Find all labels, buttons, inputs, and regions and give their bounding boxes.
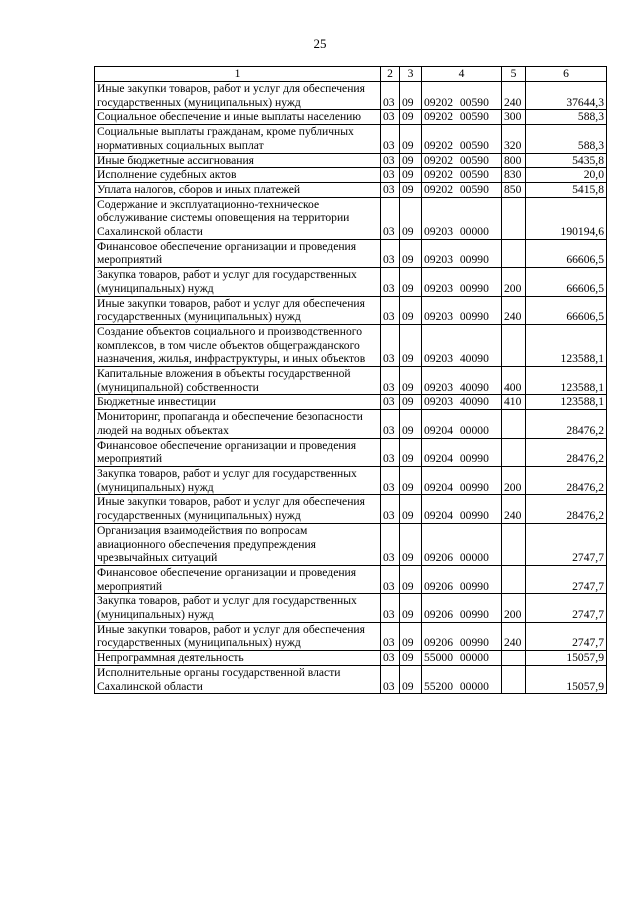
cell-name: Иные бюджетные ассигнования — [95, 153, 381, 168]
cell-csr: 09202 00590 — [422, 110, 502, 125]
cell-vr: 240 — [502, 296, 526, 324]
cell-csr: 09202 00590 — [422, 82, 502, 110]
cell-csr: 09204 00000 — [422, 410, 502, 438]
cell-pr: 09 — [400, 410, 422, 438]
cell-name: Социальное обеспечение и иные выплаты населению — [95, 110, 381, 125]
cell-pr: 09 — [400, 182, 422, 197]
cell-rz: 03 — [381, 622, 400, 650]
cell-name: Уплата налогов, сборов и иных платежей — [95, 182, 381, 197]
cell-vr: 200 — [502, 594, 526, 622]
budget-table — [94, 66, 607, 694]
cell-name: Закупка товаров, работ и услуг для государственных (муниципальных) нужд — [95, 466, 381, 494]
cell-amount: 123588,1 — [526, 395, 607, 410]
cell-pr: 09 — [400, 324, 422, 366]
cell-pr: 09 — [400, 296, 422, 324]
cell-rz: 03 — [381, 410, 400, 438]
cell-name: Закупка товаров, работ и услуг для государственных (муниципальных) нужд — [95, 594, 381, 622]
table-row — [95, 197, 607, 239]
table-row — [95, 168, 607, 183]
cell-pr: 09 — [400, 438, 422, 466]
cell-pr: 09 — [400, 665, 422, 693]
cell-rz: 03 — [381, 110, 400, 125]
cell-vr — [502, 197, 526, 239]
cell-amount: 66606,5 — [526, 296, 607, 324]
cell-rz: 03 — [381, 523, 400, 565]
cell-name: Иные закупки товаров, работ и услуг для обеспечения государственных (муниципальных) нужд — [95, 495, 381, 523]
cell-pr: 09 — [400, 565, 422, 593]
cell-vr — [502, 324, 526, 366]
cell-amount: 15057,9 — [526, 651, 607, 666]
cell-vr — [502, 239, 526, 267]
cell-rz: 03 — [381, 168, 400, 183]
cell-csr: 09206 00990 — [422, 594, 502, 622]
cell-rz: 03 — [381, 665, 400, 693]
cell-amount: 66606,5 — [526, 268, 607, 296]
cell-amount: 190194,6 — [526, 197, 607, 239]
cell-rz: 03 — [381, 239, 400, 267]
cell-amount: 5415,8 — [526, 182, 607, 197]
table-row — [95, 438, 607, 466]
table-row — [95, 82, 607, 110]
cell-name: Закупка товаров, работ и услуг для государственных (муниципальных) нужд — [95, 268, 381, 296]
cell-amount: 28476,2 — [526, 438, 607, 466]
cell-amount: 28476,2 — [526, 410, 607, 438]
cell-name: Бюджетные инвестиции — [95, 395, 381, 410]
cell-csr: 55200 00000 — [422, 665, 502, 693]
cell-name: Исполнительные органы государственной власти Сахалинской области — [95, 665, 381, 693]
cell-pr: 09 — [400, 395, 422, 410]
cell-rz: 03 — [381, 324, 400, 366]
cell-csr: 09203 00990 — [422, 239, 502, 267]
cell-csr: 09202 00590 — [422, 182, 502, 197]
cell-rz: 03 — [381, 367, 400, 395]
table-row — [95, 296, 607, 324]
cell-csr: 09204 00990 — [422, 438, 502, 466]
table-row — [95, 125, 607, 153]
cell-name: Содержание и эксплуатационно-техническое обслуживание системы оповещения на территории Сахалинской области — [95, 197, 381, 239]
cell-amount: 588,3 — [526, 110, 607, 125]
table-row — [95, 110, 607, 125]
column-header-rz: 2 — [381, 67, 400, 82]
table-row — [95, 622, 607, 650]
cell-vr: 410 — [502, 395, 526, 410]
table-row — [95, 565, 607, 593]
cell-vr: 240 — [502, 622, 526, 650]
cell-amount: 66606,5 — [526, 239, 607, 267]
cell-rz: 03 — [381, 594, 400, 622]
cell-rz: 03 — [381, 268, 400, 296]
cell-amount: 2747,7 — [526, 594, 607, 622]
cell-name: Финансовое обеспечение организации и проведения мероприятий — [95, 565, 381, 593]
cell-amount: 2747,7 — [526, 565, 607, 593]
cell-vr — [502, 665, 526, 693]
cell-rz: 03 — [381, 395, 400, 410]
cell-name: Иные закупки товаров, работ и услуг для обеспечения государственных (муниципальных) нужд — [95, 622, 381, 650]
cell-vr — [502, 523, 526, 565]
cell-pr: 09 — [400, 153, 422, 168]
cell-pr: 09 — [400, 82, 422, 110]
table-row — [95, 268, 607, 296]
cell-rz: 03 — [381, 197, 400, 239]
table-body — [95, 82, 607, 694]
cell-csr: 09203 40090 — [422, 324, 502, 366]
cell-name: Иные закупки товаров, работ и услуг для обеспечения государственных (муниципальных) нужд — [95, 296, 381, 324]
column-header-vr: 5 — [502, 67, 526, 82]
cell-csr: 09202 00590 — [422, 153, 502, 168]
table-row — [95, 395, 607, 410]
cell-name: Создание объектов социального и производственного комплексов, в том числе объектов общегражданского назначения, жилья, инфраструктуры, и иных объектов — [95, 324, 381, 366]
cell-pr: 09 — [400, 367, 422, 395]
cell-vr — [502, 438, 526, 466]
cell-csr: 09206 00990 — [422, 622, 502, 650]
table-row — [95, 182, 607, 197]
cell-csr: 09202 00590 — [422, 168, 502, 183]
page-number: 25 — [313, 36, 327, 51]
cell-name: Финансовое обеспечение организации и проведения мероприятий — [95, 438, 381, 466]
cell-amount: 123588,1 — [526, 324, 607, 366]
cell-pr: 09 — [400, 239, 422, 267]
cell-amount: 2747,7 — [526, 523, 607, 565]
table-row — [95, 495, 607, 523]
cell-pr: 09 — [400, 168, 422, 183]
cell-amount: 28476,2 — [526, 466, 607, 494]
cell-rz: 03 — [381, 82, 400, 110]
cell-csr: 09203 00990 — [422, 296, 502, 324]
cell-pr: 09 — [400, 268, 422, 296]
cell-vr — [502, 565, 526, 593]
cell-pr: 09 — [400, 125, 422, 153]
cell-rz: 03 — [381, 182, 400, 197]
cell-amount: 28476,2 — [526, 495, 607, 523]
cell-csr: 09206 00990 — [422, 565, 502, 593]
cell-name: Исполнение судебных актов — [95, 168, 381, 183]
cell-rz: 03 — [381, 495, 400, 523]
cell-vr: 800 — [502, 153, 526, 168]
cell-csr: 09203 40090 — [422, 395, 502, 410]
table-row — [95, 466, 607, 494]
table-row — [95, 410, 607, 438]
cell-csr: 09203 00000 — [422, 197, 502, 239]
cell-vr: 320 — [502, 125, 526, 153]
cell-amount: 15057,9 — [526, 665, 607, 693]
cell-pr: 09 — [400, 495, 422, 523]
cell-name: Финансовое обеспечение организации и проведения мероприятий — [95, 239, 381, 267]
cell-amount: 5435,8 — [526, 153, 607, 168]
table-row — [95, 523, 607, 565]
cell-pr: 09 — [400, 197, 422, 239]
column-header-name: 1 — [95, 67, 381, 82]
cell-vr: 200 — [502, 466, 526, 494]
cell-pr: 09 — [400, 110, 422, 125]
cell-csr: 09202 00590 — [422, 125, 502, 153]
table-header-row — [95, 67, 607, 82]
cell-name: Капитальные вложения в объекты государственной (муниципальной) собственности — [95, 367, 381, 395]
cell-pr: 09 — [400, 466, 422, 494]
cell-name: Непрограммная деятельность — [95, 651, 381, 666]
table-row — [95, 153, 607, 168]
table-row — [95, 324, 607, 366]
cell-name: Иные закупки товаров, работ и услуг для обеспечения государственных (муниципальных) нужд — [95, 82, 381, 110]
cell-amount: 123588,1 — [526, 367, 607, 395]
cell-vr — [502, 410, 526, 438]
table-row — [95, 367, 607, 395]
column-header-pr: 3 — [400, 67, 422, 82]
cell-name: Мониторинг, пропаганда и обеспечение безопасности людей на водных объектах — [95, 410, 381, 438]
cell-rz: 03 — [381, 565, 400, 593]
cell-rz: 03 — [381, 651, 400, 666]
cell-amount: 37644,3 — [526, 82, 607, 110]
cell-vr: 240 — [502, 82, 526, 110]
cell-csr: 09204 00990 — [422, 466, 502, 494]
cell-rz: 03 — [381, 296, 400, 324]
cell-rz: 03 — [381, 125, 400, 153]
cell-pr: 09 — [400, 622, 422, 650]
cell-amount: 588,3 — [526, 125, 607, 153]
cell-amount: 2747,7 — [526, 622, 607, 650]
column-header-amount: 6 — [526, 67, 607, 82]
cell-pr: 09 — [400, 651, 422, 666]
cell-vr: 830 — [502, 168, 526, 183]
cell-csr: 09203 40090 — [422, 367, 502, 395]
cell-vr: 240 — [502, 495, 526, 523]
cell-csr: 09203 00990 — [422, 268, 502, 296]
table-row — [95, 665, 607, 693]
cell-csr: 09204 00990 — [422, 495, 502, 523]
cell-name: Социальные выплаты гражданам, кроме публичных нормативных социальных выплат — [95, 125, 381, 153]
cell-vr: 850 — [502, 182, 526, 197]
table-row — [95, 239, 607, 267]
cell-csr: 09206 00000 — [422, 523, 502, 565]
cell-vr: 300 — [502, 110, 526, 125]
cell-pr: 09 — [400, 523, 422, 565]
cell-amount: 20,0 — [526, 168, 607, 183]
table-row — [95, 594, 607, 622]
cell-vr: 200 — [502, 268, 526, 296]
cell-rz: 03 — [381, 438, 400, 466]
cell-rz: 03 — [381, 466, 400, 494]
cell-name: Организация взаимодействия по вопросам авиационного обеспечения предупреждения чрезвычайных ситуаций — [95, 523, 381, 565]
cell-rz: 03 — [381, 153, 400, 168]
table-row — [95, 651, 607, 666]
column-header-csr: 4 — [422, 67, 502, 82]
cell-vr: 400 — [502, 367, 526, 395]
cell-csr: 55000 00000 — [422, 651, 502, 666]
cell-vr — [502, 651, 526, 666]
cell-pr: 09 — [400, 594, 422, 622]
